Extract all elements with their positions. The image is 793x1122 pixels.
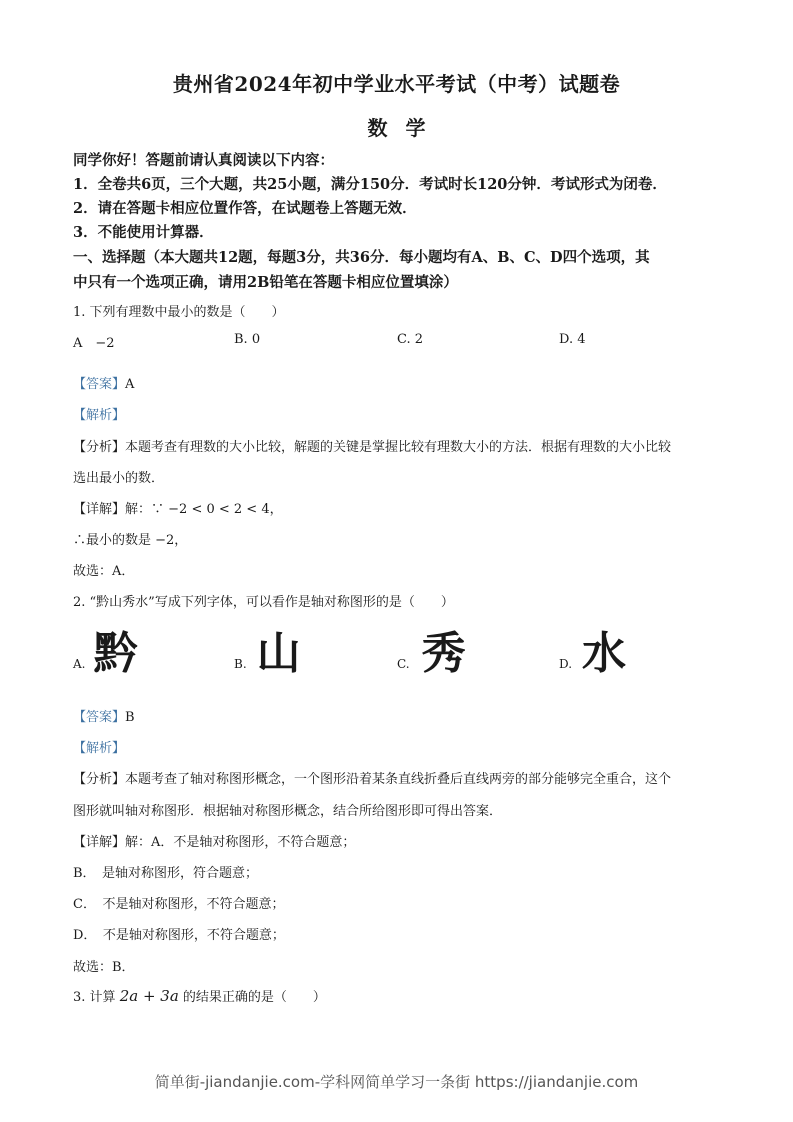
q2-line-c: C． 不是轴对称图形，不符合题意；: [73, 897, 285, 912]
q1-option-b: B. 0: [234, 332, 261, 347]
fenxi-tag: 【分析】: [73, 772, 126, 787]
q1-answer: [73, 373, 134, 392]
q2-stem: 2. “黔山秀水”写成下列字体，可以看作是轴对称图形的是（ ）: [73, 595, 454, 610]
section-heading-line1: 一、选择题（本大题共12题，每题3分，共36分．每小题均有A、B、C、D四个选项，其: [73, 249, 650, 266]
option-label: A.: [73, 657, 86, 671]
q3-stem-prefix: 3. 计算: [73, 990, 116, 1005]
watermark-footer: 简单街-jiandanjie.com-学科网简单学习一条街 https://jiandanjie.com: [154, 1073, 639, 1091]
xiangjie-text: 解：A．不是轴对称图形，不符合题意；: [125, 835, 356, 850]
section-heading-line2: 中只有一个选项正确，请用2B铅笔在答题卡相应位置填涂）: [73, 274, 458, 291]
q2-answer: [73, 706, 135, 725]
q2-option-d: [559, 628, 627, 679]
fenxi-text: 本题考查了轴对称图形概念，一个图形沿着某条直线折叠后直线两旁的部分能够完全重合，这个: [125, 772, 672, 787]
xiangjie-text: 解：∵ −2 < 0 < 2 < 4，: [125, 502, 283, 517]
q1-fenxi-line2: 选出最小的数．: [73, 471, 165, 486]
q1-option-c: C. 2: [397, 332, 424, 347]
q1-xiangjie: [73, 498, 283, 517]
option-label: C.: [397, 657, 410, 671]
glyph-qian: 黔: [93, 628, 138, 679]
q1-choice: 故选：A．: [73, 564, 135, 579]
q2-option-b: [234, 628, 301, 679]
answer-value: A: [125, 377, 135, 392]
q1-analysis-tag: 【解析】: [73, 408, 126, 423]
answer-tag: 【答案】: [73, 710, 126, 725]
q1-fenxi-line1: [73, 436, 671, 455]
q2-fenxi-line1: [73, 768, 671, 787]
q3-expression: 2a + 3a: [119, 987, 179, 1005]
q2-option-a: [73, 628, 138, 679]
q2-analysis-tag: 【解析】: [73, 741, 126, 756]
xiangjie-tag: 【详解】: [73, 502, 126, 517]
q2-line-d: D． 不是轴对称图形，不符合题意；: [73, 928, 285, 943]
q3-stem: [73, 986, 326, 1005]
answer-value: B: [125, 710, 135, 725]
glyph-shan: 山: [256, 628, 301, 679]
instruction-1: 1．全卷共6页，三个大题，共25小题，满分150分．考试时长120分钟．考试形式为闭卷．: [73, 176, 667, 193]
q1-option-a: A −2: [73, 336, 115, 351]
q1-conclusion: ∴最小的数是 −2，: [73, 533, 188, 548]
fenxi-text: 本题考查有理数的大小比较，解题的关键是掌握比较有理数大小的方法．根据有理数的大小比较: [125, 440, 672, 455]
q3-stem-suffix: 的结果正确的是（ ）: [182, 990, 326, 1005]
option-label: D.: [559, 657, 573, 671]
glyph-shui: 水: [582, 628, 627, 679]
subject-title: 数学: [367, 116, 444, 140]
answer-tag: 【答案】: [73, 377, 126, 392]
q2-xiangjie: [73, 831, 355, 850]
exam-title: 贵州省2024年初中学业水平考试（中考）试题卷: [172, 72, 621, 96]
q2-choice: 故选：B．: [73, 960, 135, 975]
greeting: 同学你好！答题前请认真阅读以下内容：: [73, 152, 334, 169]
xiangjie-tag: 【详解】: [73, 835, 126, 850]
fenxi-tag: 【分析】: [73, 440, 126, 455]
q2-fenxi-line2: 图形就叫轴对称图形．根据轴对称图形概念，结合所给图形即可得出答案．: [73, 804, 503, 819]
instruction-3: 3．不能使用计算器．: [73, 224, 214, 241]
q1-stem: 1. 下列有理数中最小的数是（ ）: [73, 305, 285, 320]
q2-line-b: B． 是轴对称图形，符合题意；: [73, 866, 259, 881]
q1-option-d: D. 4: [559, 332, 586, 347]
instruction-2: 2．请在答题卡相应位置作答，在试题卷上答题无效．: [73, 200, 417, 217]
glyph-xiu: 秀: [421, 628, 466, 679]
q2-option-c: [397, 628, 466, 679]
option-label: B.: [234, 657, 247, 671]
